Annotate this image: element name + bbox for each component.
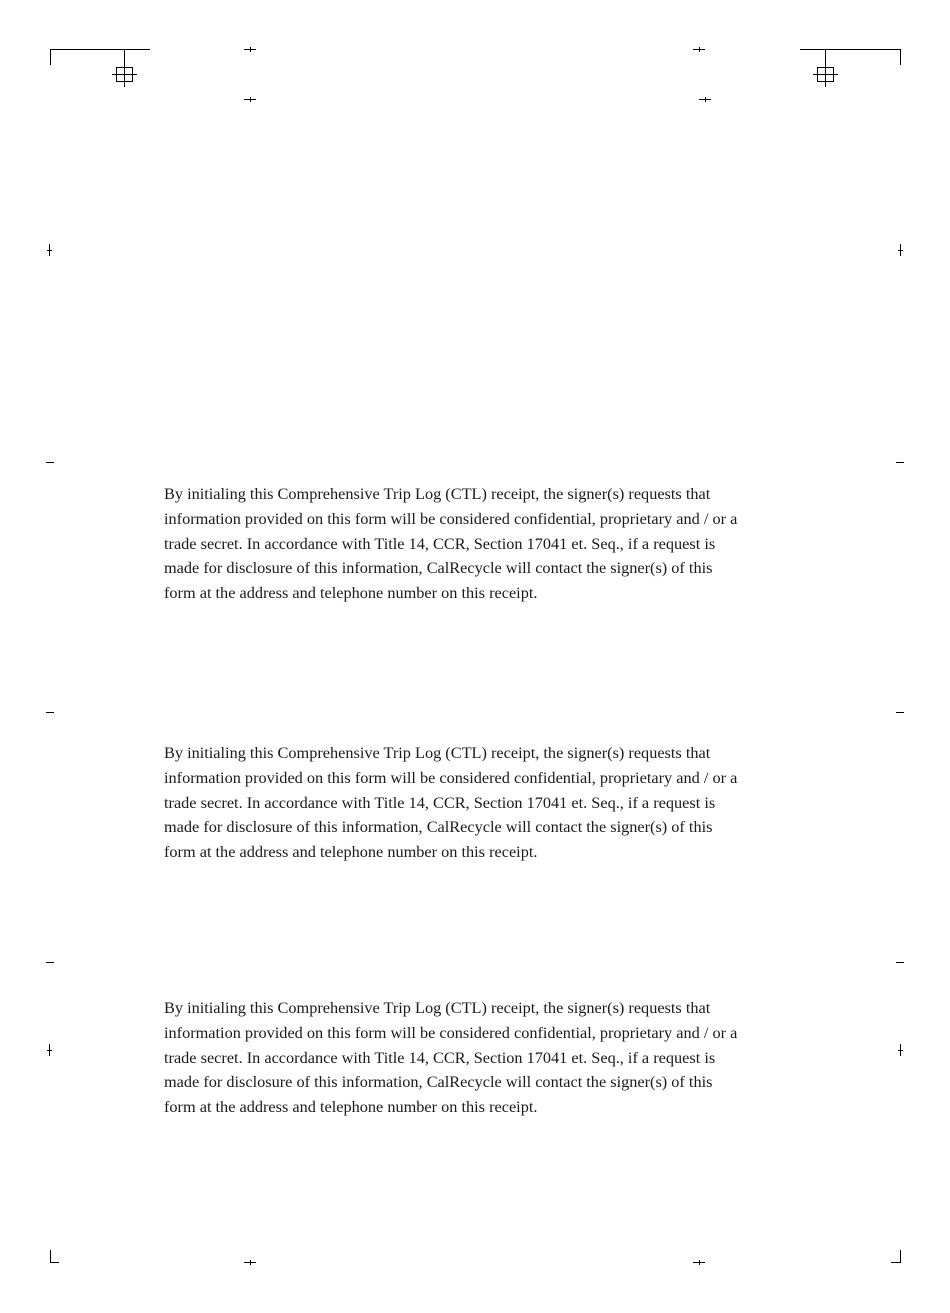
registration-mark-left xyxy=(112,49,137,87)
crop-mark-bottom-left xyxy=(50,1250,59,1263)
confidentiality-notice: By initialing this Comprehensive Trip Log (CTL) receipt, the signer(s) requests that information provided on this form will be considered confidential, proprietary and / or a trade secret. In accordance with Title 14, CCR, Section 17041 et. Seq., if a request is made for disclosure of this information, CalRecycle will contact the signer(s) of this form at the address and telephone number on this receipt. xyxy=(164,998,738,1117)
tick-marks-side xyxy=(47,244,903,1056)
confidentiality-notice: By initialing this Comprehensive Trip Log (CTL) receipt, the signer(s) requests that information provided on this form will be considered confidential, proprietary and / or a trade secret. In accordance with Title 14, CCR, Section 17041 et. Seq., if a request is made for disclosure of this information, CalRecycle will contact the signer(s) of this form at the address and telephone number on this receipt. xyxy=(164,743,738,862)
crop-mark-bottom-right xyxy=(891,1250,901,1263)
tick-marks-top xyxy=(244,47,711,102)
registration-mark-right xyxy=(813,49,838,87)
crop-mark-top-left xyxy=(50,49,150,65)
tick-marks-bottom xyxy=(244,1260,705,1265)
confidentiality-notice: By initialing this Comprehensive Trip Log (CTL) receipt, the signer(s) requests that information provided on this form will be considered confidential, proprietary and / or a trade secret. In accordance with Title 14, CCR, Section 17041 et. Seq., if a request is made for disclosure of this information, CalRecycle will contact the signer(s) of this form at the address and telephone number on this receipt. xyxy=(164,484,738,603)
crop-mark-top-right xyxy=(800,49,901,65)
